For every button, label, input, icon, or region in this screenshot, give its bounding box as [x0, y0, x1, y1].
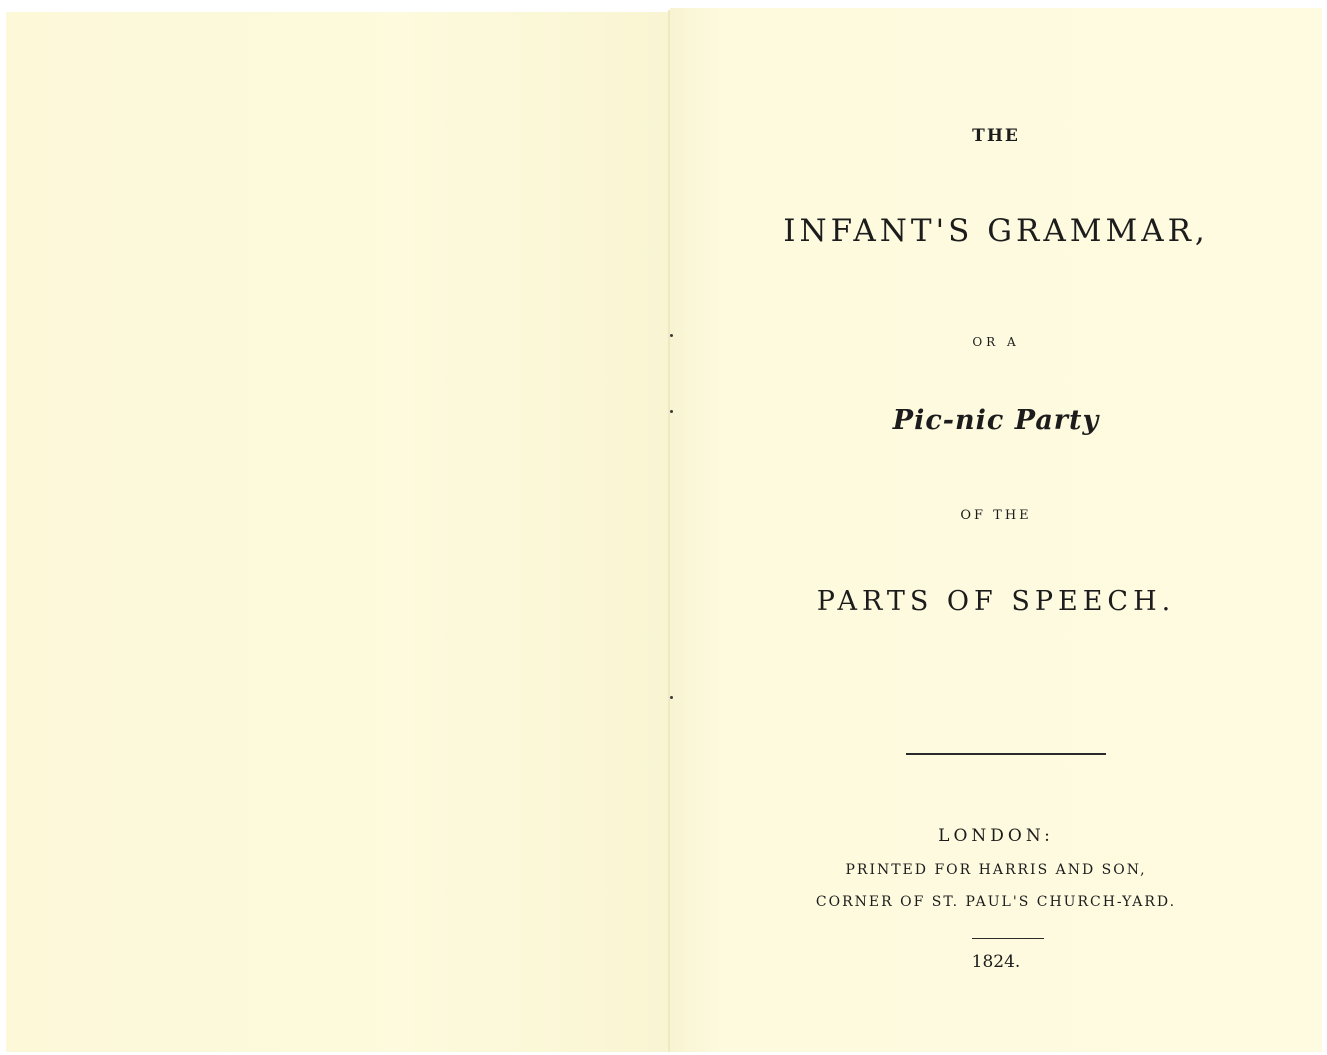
blank-left-page [6, 12, 670, 1052]
binding-mark [670, 410, 673, 413]
divider-rule [906, 753, 1106, 755]
title-page: THE INFANT'S GRAMMAR, OR A Pic-nic Party OF THE PARTS OF SPEECH. LONDON: PRINTED FOR HARRIS AND SON, CORNER OF ST. PAUL'S CHURCH-YARD. 1824. [670, 8, 1322, 1052]
binding-mark [670, 696, 673, 699]
binding-mark [670, 334, 673, 337]
year-rule [972, 938, 1044, 939]
